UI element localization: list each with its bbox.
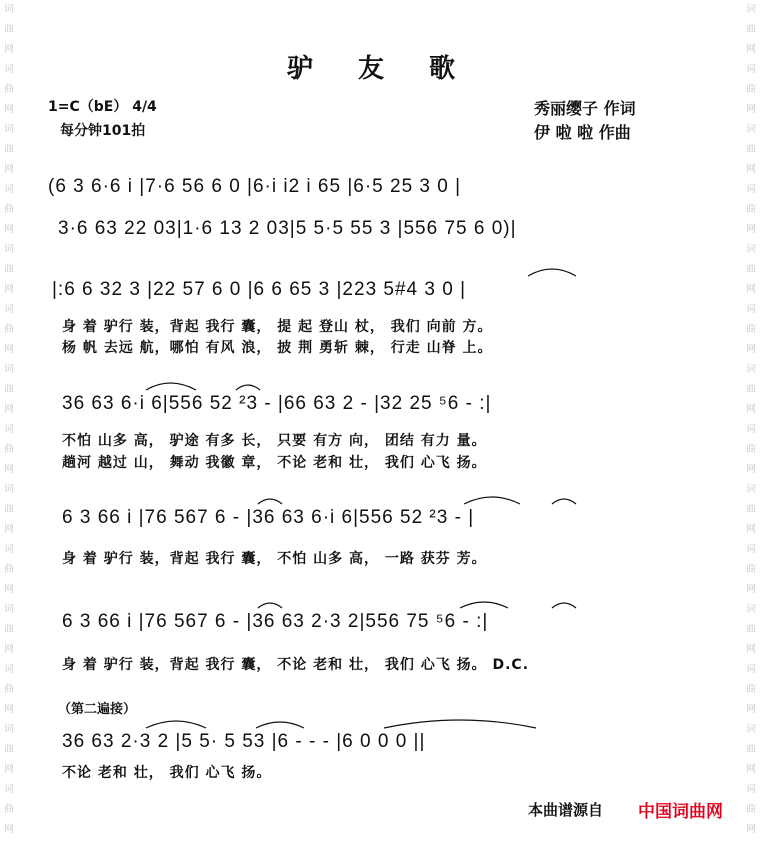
site-name[interactable]: 中国词曲网 (638, 802, 723, 822)
composer: 伊 啦 啦 作曲 (534, 123, 631, 142)
song-title: 驴 友 歌 (286, 54, 474, 84)
source-label: 本曲谱源自 (528, 801, 604, 819)
lyrics-line-6: 身 着 驴行 装，背起 我行 囊， 不论 老和 壮， 我们 心飞 扬。 D.C. (62, 657, 530, 673)
lyrics-line-4a: 不怕 山多 高， 驴途 有多 长， 只要 有方 向， 团结 有力 量。 (62, 433, 487, 449)
lyricist: 秀丽缨子 作词 (534, 99, 636, 118)
lyrics-line-7: 不论 老和 壮， 我们 心飞 扬。 (62, 765, 272, 781)
notation-line-5: 6 3 66 i |76 567 6 - |36 63 6·i 6|556 52 ²3 - | (62, 507, 475, 528)
notation-line-1: (6 3 6·6 i |7·6 56 6 0 |6·i i2 i 65 |6·5 25 3 0 | (48, 176, 462, 197)
notation-line-2: 3·6 63 22 03|1·6 13 2 03|5 5·5 55 3 |556 75 6 0)| (58, 218, 517, 239)
lyrics-line-4b: 趟河 越过 山， 舞动 我徽 章， 不论 老和 壮， 我们 心飞 扬。 (62, 455, 487, 471)
key-signature: 1=C（bE） 4/4 (48, 99, 157, 115)
lyrics-line-3b: 杨 帆 去远 航，哪怕 有风 浪， 披 荆 勇斩 棘， 行走 山脊 上。 (62, 340, 493, 356)
notation-line-4: 36 63 6·i 6|556 52 ²3 - |66 63 2 - |32 25 ⁵6 - :| (62, 393, 492, 414)
tempo: 每分钟101拍 (60, 123, 146, 139)
notation-line-7: 36 63 2·3 2 |5 5· 5 53 |6 - - - |6 0 0 0 || (62, 731, 426, 752)
lyrics-line-5: 身 着 驴行 装，背起 我行 囊， 不怕 山多 高， 一路 获芬 芳。 (62, 551, 487, 567)
notation-line-6: 6 3 66 i |76 567 6 - |36 63 2·3 2|556 75 ⁵6 - :| (62, 611, 489, 632)
notation-line-3: |:6 6 32 3 |22 57 6 0 |6 6 65 3 |223 5#4 3 0 | (52, 279, 467, 300)
lyrics-line-3a: 身 着 驴行 装，背起 我行 囊， 提 起 登山 杖， 我们 向前 方。 (62, 319, 493, 335)
watermark-right: 词曲网词曲网词曲网词曲网词曲网词曲网词曲网词曲网词曲网词曲网词曲网词曲网词曲网词曲网 (746, 4, 756, 835)
second-ending-label: （第二遍接） (58, 702, 137, 717)
watermark-left: 词曲网词曲网词曲网词曲网词曲网词曲网词曲网词曲网词曲网词曲网词曲网词曲网词曲网词曲网 (4, 4, 14, 835)
